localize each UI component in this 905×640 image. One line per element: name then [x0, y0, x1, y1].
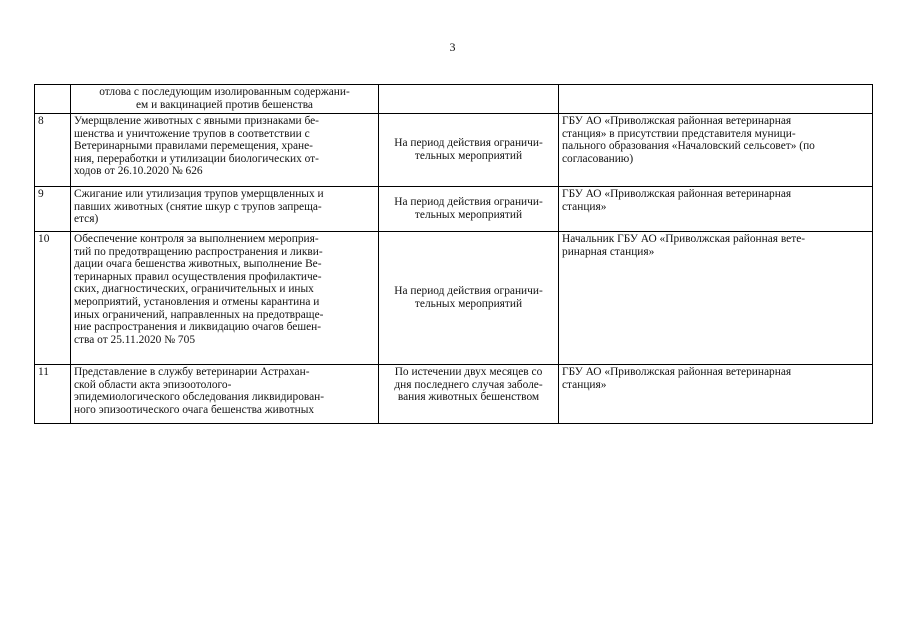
activity-cell	[71, 365, 379, 424]
responsible-cell	[559, 365, 873, 424]
responsible-cell	[559, 114, 873, 187]
period-text: По истечении двух месяцев со дня последнего случая заболе- вания животных бешенством	[394, 366, 543, 404]
table-row	[35, 365, 873, 424]
table-row	[35, 187, 873, 232]
row-number: 10	[38, 233, 50, 245]
responsible-text: Начальник ГБУ АО «Приволжская районная вете- ринарная станция»	[562, 233, 806, 258]
period-cell	[379, 232, 559, 365]
period-cell	[379, 85, 559, 114]
activity-text: Представление в службу ветеринарии Астрахан- ской области акта эпизоотолого- эпидемиологического обследования ликвидирован- ного эпизоотического очага бешенства животных	[74, 366, 325, 416]
period-cell	[379, 187, 559, 232]
period-text: На период действия ограничи- тельных мероприятий	[394, 285, 543, 310]
row-number: 11	[38, 366, 49, 378]
responsible-text: ГБУ АО «Приволжская районная ветеринарная станция»	[562, 366, 792, 391]
table-row	[35, 114, 873, 187]
responsible-cell	[559, 187, 873, 232]
row-number-cell	[35, 365, 71, 424]
row-number-cell	[35, 85, 71, 114]
table-row	[35, 85, 873, 114]
page-number: 3	[449, 40, 456, 54]
responsible-text: ГБУ АО «Приволжская районная ветеринарная станция»	[562, 188, 792, 213]
row-number-cell	[35, 232, 71, 365]
period-cell	[379, 365, 559, 424]
period-text: На период действия ограничи- тельных мероприятий	[394, 196, 543, 221]
activity-cell	[71, 114, 379, 187]
activity-cell	[71, 187, 379, 232]
row-number: 9	[38, 188, 44, 200]
activity-cell	[71, 232, 379, 365]
table-row	[35, 232, 873, 365]
activity-text: Умерщвление животных с явными признаками бе- шенства и уничтожение трупов в соответствии с Ветеринарными правилами перемещения, хране- ния, переработки и утилизации биологических от- ходов от 26.10.2020 № 626	[74, 115, 319, 178]
responsible-cell	[559, 232, 873, 365]
row-number-cell	[35, 187, 71, 232]
activity-text: отлова с последующим изолированным содержани- ем и вакцинацией против бешенства	[99, 86, 350, 111]
activity-text: Сжигание или утилизация трупов умерщвленных и павших животных (снятие шкур с трупов запреща- ется)	[74, 188, 324, 226]
activity-text: Обеспечение контроля за выполнением мероприя- тий по предотвращению распространения и ликви- дации очага бешенства животных, выполнение Ве- теринарных правил осуществления профилактиче- ских, диагностических, ограничительных и иных мероприятий, установления и отмены карантина и иных ограничений, направленных на предотвраще- ние распространения и ликвидацию очагов бешен- ства от 25.11.2020 № 705	[74, 233, 324, 346]
responsible-text: ГБУ АО «Приволжская районная ветеринарная станция» в присутствии представителя муници- пального образования «Началовский сельсовет» (по согласованию)	[562, 115, 815, 165]
period-text: На период действия ограничи- тельных мероприятий	[394, 137, 543, 162]
row-number-cell	[35, 114, 71, 187]
activity-cell	[71, 85, 379, 114]
responsible-cell	[559, 85, 873, 114]
row-number: 8	[38, 115, 44, 127]
period-cell	[379, 114, 559, 187]
measures-table	[34, 84, 873, 424]
